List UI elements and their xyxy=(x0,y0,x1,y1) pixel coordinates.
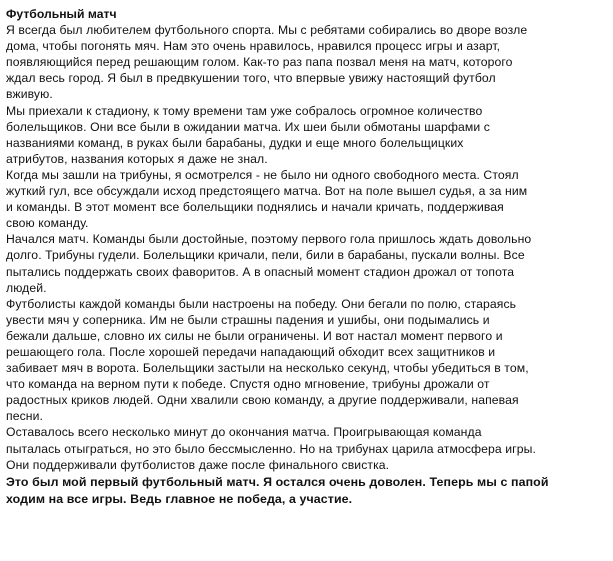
text-line: атрибутов, названия которых я даже не знал. xyxy=(6,151,268,166)
text-line: песни. xyxy=(6,409,43,424)
text-line: Оставалось всего несколько минут до окончания матча. Проигрывающая команда xyxy=(6,425,482,440)
text-line: Начался матч. Команды были достойные, поэтому первого гола пришлось ждать довольно xyxy=(6,232,532,247)
text-line: забивает мяч в ворота. Болельщики застыли на несколько секунд, чтобы убедиться в том, xyxy=(6,361,529,376)
text-line-bold: Это был мой первый футбольный матч. Я остался очень доволен. Теперь мы с папой xyxy=(6,474,549,489)
text-line: людей. xyxy=(6,280,47,295)
text-line: свою команду. xyxy=(6,216,89,231)
text-line: болельщиков. Они все были в ожидании матча. Их шеи были обмотаны шарфами с xyxy=(6,119,490,134)
paragraph-4 xyxy=(6,231,606,295)
text-line: решающего гола. После хорошей передачи нападающий обходит всех защитников и xyxy=(6,344,496,359)
text-line: жуткий гул, все обсуждали исход предстоящего матча. Вот на поле вышел судья, а за ним xyxy=(6,184,528,199)
paragraph-2 xyxy=(6,103,606,167)
paragraph-3 xyxy=(6,167,606,231)
text-line: Когда мы зашли на трибуны, я осмотрелся - не было ни одного свободного места. Стоял xyxy=(6,167,519,182)
paragraph-conclusion xyxy=(6,474,606,508)
text-line: Мы приехали к стадиону, к тому времени там уже собралось огромное количество xyxy=(6,103,483,118)
text-line: Они поддерживали футболистов даже после финального свистка. xyxy=(6,457,390,472)
text-line: названиями команд, в руках были барабаны, дудки и еще много болельщицких xyxy=(6,135,464,150)
text-line: что команда на верном пути к победе. Спустя одно мгновение, трибуны дрожали от xyxy=(6,377,490,392)
text-line: Я всегда был любителем футбольного спорта. Мы с ребятами собирались во дворе возле xyxy=(6,23,528,38)
text-line: дома, чтобы погонять мяч. Нам это очень нравилось, нравился процесс игры и азарт, xyxy=(6,39,501,54)
text-line: радостных криков людей. Одни хвалили свою команду, а другие поддерживали, напевая xyxy=(6,393,519,408)
paragraph-5 xyxy=(6,296,606,425)
text-line: увести мяч у соперника. Им не были страшны падения и ушибы, они подымались и xyxy=(6,312,490,327)
text-line: ждал весь город. Я был в предвкушении того, что впервые увижу настоящий футбол xyxy=(6,71,496,86)
document xyxy=(6,6,606,508)
text-line: вживую. xyxy=(6,87,53,102)
text-line: долго. Трибуны гудели. Болельщики кричали, пели, били в барабаны, пускали волны. Все xyxy=(6,248,525,263)
paragraph-1 xyxy=(6,22,606,102)
text-line: и команды. В этот момент все болельщики поднялись и начали кричать, поддерживая xyxy=(6,200,504,215)
text-line: бежали дальше, словно их силы не были ограничены. И вот настал момент первого и xyxy=(6,328,503,343)
text-line: Футболисты каждой команды были настроены на победу. Они бегали по полю, стараясь xyxy=(6,296,517,311)
text-line: появляющийся перед решающим голом. Как-то раз папа позвал меня на матч, которого xyxy=(6,55,513,70)
document-title: Футбольный матч xyxy=(6,7,117,21)
paragraph-6 xyxy=(6,424,606,472)
text-line: пытались поддержать своих фаворитов. А в опасный момент стадион дрожал от топота xyxy=(6,264,515,279)
text-line: пыталась отыграться, но это было бессмысленно. Но на трибунах царила атмосфера игры. xyxy=(6,441,536,456)
text-line-bold: ходим на все игры. Ведь главное не победа, а участие. xyxy=(6,491,353,506)
